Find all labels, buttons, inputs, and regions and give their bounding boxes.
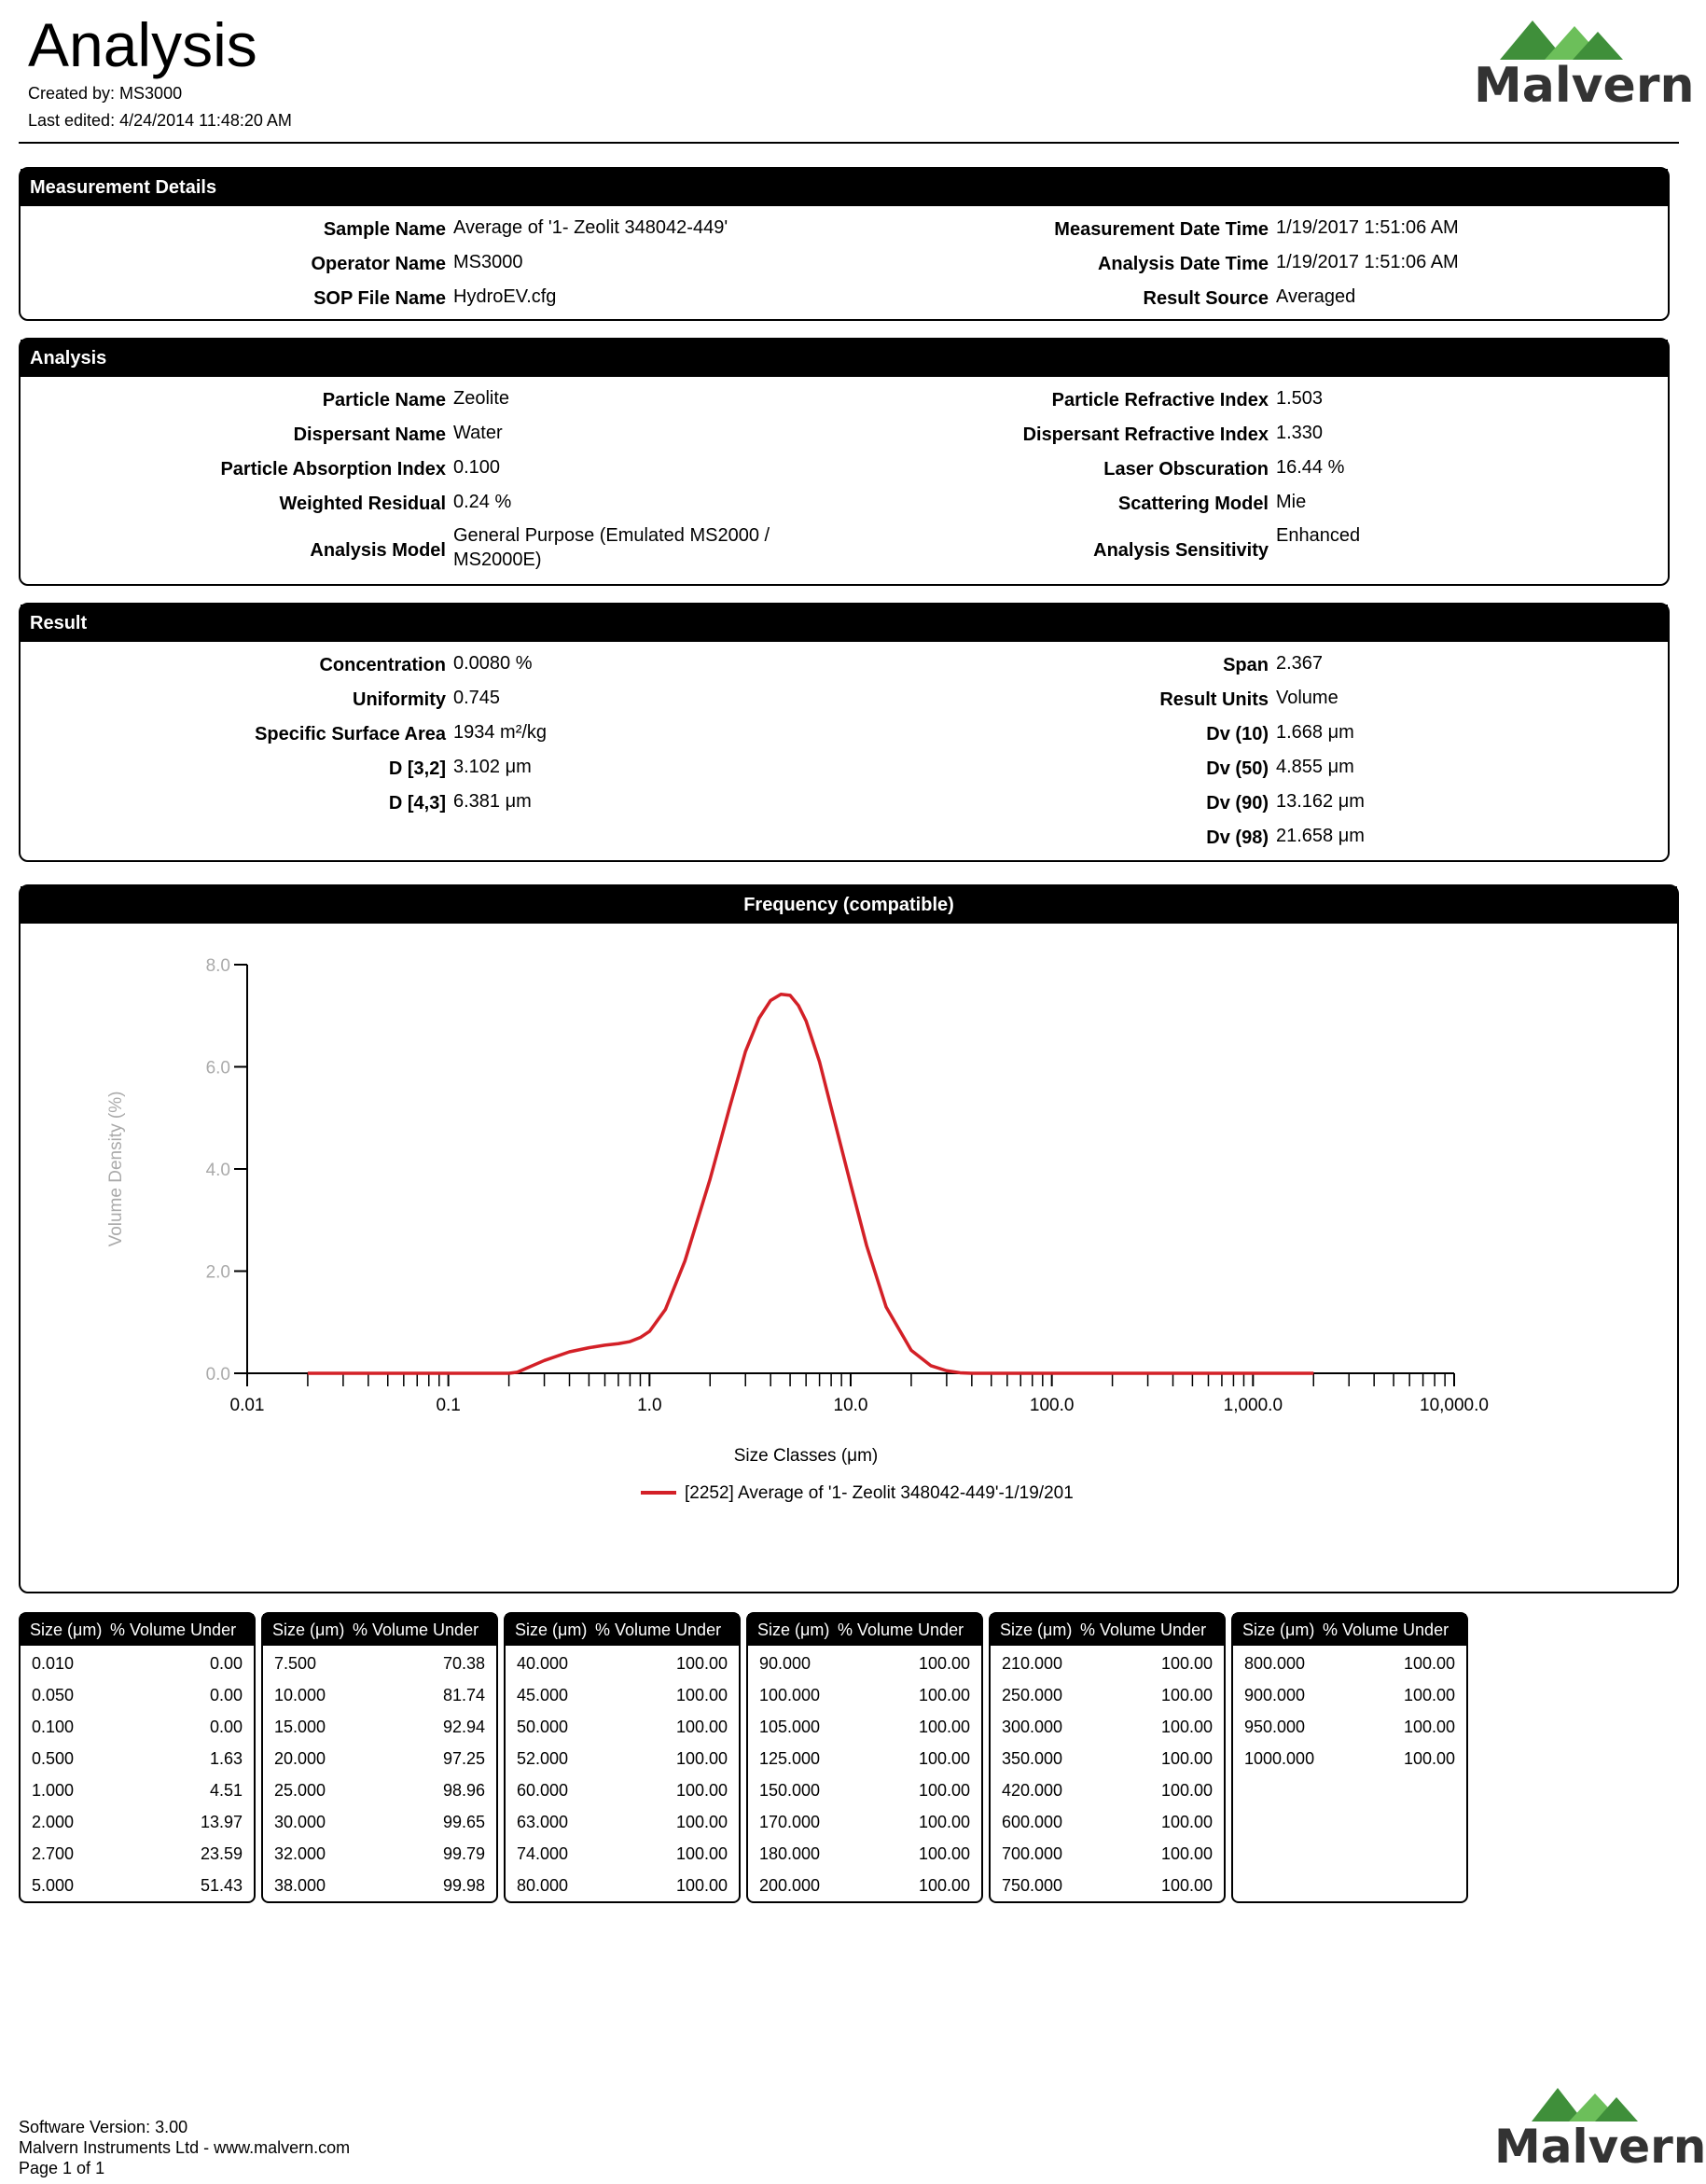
dv98-value: 21.658 μm [1276, 826, 1365, 846]
scattering-model-value: Mie [1276, 492, 1307, 512]
x-tick-label: 10.0 [833, 1396, 868, 1415]
size-cell: 105.000 [759, 1718, 821, 1736]
table-row [991, 1713, 1224, 1741]
table-row [991, 1681, 1224, 1709]
particle-ri-value: 1.503 [1276, 388, 1324, 409]
volume-cell: 100.00 [1403, 1718, 1455, 1736]
size-cell: 900.000 [1244, 1686, 1306, 1704]
table-row [991, 1840, 1224, 1868]
table-header-volume: % Volume Under [353, 1621, 479, 1639]
table-row [506, 1649, 739, 1677]
dispersant-ri-label: Dispersant Refractive Index [1022, 424, 1269, 445]
page-title: Analysis [28, 10, 257, 79]
table-row [748, 1808, 981, 1836]
y-tick-label: 0.0 [205, 1365, 230, 1384]
size-cell: 5.000 [32, 1876, 75, 1895]
volume-cell: 100.00 [918, 1718, 970, 1736]
table-header-size: Size (μm) [272, 1621, 345, 1639]
y-tick-label: 6.0 [205, 1058, 230, 1078]
table-header [263, 1614, 496, 1646]
concentration-value: 0.0080 % [453, 653, 533, 674]
table-row [263, 1871, 496, 1899]
size-cell: 20.000 [274, 1749, 326, 1768]
x-tick-label: 100.0 [1029, 1396, 1075, 1415]
table-row [991, 1776, 1224, 1804]
table-row [1233, 1745, 1466, 1773]
volume-cell: 100.00 [918, 1749, 970, 1768]
uniformity-label: Uniformity [353, 689, 446, 710]
particle-name-label: Particle Name [322, 390, 446, 410]
y-tick-label: 2.0 [205, 1262, 230, 1283]
table-row [1233, 1713, 1466, 1741]
frequency-chart [21, 925, 1677, 1592]
d43-value: 6.381 μm [453, 791, 532, 812]
size-cell: 74.000 [517, 1844, 569, 1863]
volume-cell: 100.00 [918, 1686, 970, 1704]
volume-cell: 100.00 [1403, 1749, 1455, 1768]
sample-name-label: Sample Name [323, 219, 446, 240]
analysis-model-label: Analysis Model [310, 540, 446, 561]
volume-cell: 100.00 [1160, 1718, 1213, 1736]
volume-cell: 100.00 [918, 1813, 970, 1831]
volume-cell: 70.38 [442, 1654, 485, 1673]
laser-obscuration-value: 16.44 % [1276, 457, 1345, 478]
volume-cell: 51.43 [200, 1876, 243, 1895]
dv50-label: Dv (50) [1206, 758, 1269, 779]
measurement-details-title: Measurement Details [21, 169, 1668, 206]
sop-file-value: HydroEV.cfg [453, 286, 557, 307]
volume-cell: 100.00 [675, 1876, 728, 1895]
volume-cell: 100.00 [675, 1718, 728, 1736]
volume-cell: 98.96 [442, 1781, 485, 1800]
volume-cell: 100.00 [1160, 1876, 1213, 1895]
dv50-value: 4.855 μm [1276, 757, 1354, 777]
volume-cell: 81.74 [442, 1686, 485, 1704]
table-row [263, 1649, 496, 1677]
span-label: Span [1223, 655, 1269, 675]
volume-cell: 0.00 [209, 1718, 243, 1736]
volume-cell: 100.00 [675, 1749, 728, 1768]
result-units-value: Volume [1276, 688, 1338, 708]
size-cell: 200.000 [759, 1876, 821, 1895]
table-header-volume: % Volume Under [1080, 1621, 1207, 1639]
weighted-residual-label: Weighted Residual [279, 494, 446, 514]
table-row [1233, 1681, 1466, 1709]
size-cell: 50.000 [517, 1718, 569, 1736]
operator-name-label: Operator Name [311, 254, 446, 274]
table-row [21, 1649, 254, 1677]
size-cell: 350.000 [1002, 1749, 1063, 1768]
dv90-label: Dv (90) [1206, 793, 1269, 814]
d32-value: 3.102 μm [453, 757, 532, 777]
volume-cell: 100.00 [675, 1844, 728, 1863]
footer-malvern-logo [1485, 2086, 1706, 2179]
size-cell: 250.000 [1002, 1686, 1063, 1704]
size-cell: 45.000 [517, 1686, 569, 1704]
table-header [1233, 1614, 1466, 1646]
table-header [748, 1614, 981, 1646]
table-row [506, 1840, 739, 1868]
size-cell: 38.000 [274, 1876, 326, 1895]
x-tick-label: 1.0 [637, 1396, 662, 1415]
y-tick-label: 8.0 [205, 956, 230, 976]
size-cell: 0.100 [32, 1718, 75, 1736]
table-row [263, 1776, 496, 1804]
series-line-1 [308, 995, 1313, 1373]
span-value: 2.367 [1276, 653, 1324, 674]
table-row [748, 1649, 981, 1677]
absorption-index-label: Particle Absorption Index [220, 459, 446, 480]
analysis-model-value-line2: MS2000E) [453, 549, 542, 570]
footer-logo-mountain-icon [1485, 2086, 1671, 2123]
y-axis-label: Volume Density (%) [106, 1091, 126, 1247]
table-row [991, 1745, 1224, 1773]
result-units-label: Result Units [1159, 689, 1269, 710]
volume-table-2 [261, 1612, 498, 1903]
table-row [748, 1871, 981, 1899]
volume-table-5 [989, 1612, 1226, 1903]
volume-cell: 100.00 [918, 1654, 970, 1673]
size-cell: 100.000 [759, 1686, 821, 1704]
size-cell: 150.000 [759, 1781, 821, 1800]
table-header [991, 1614, 1224, 1646]
size-cell: 700.000 [1002, 1844, 1063, 1863]
size-cell: 2.700 [32, 1844, 75, 1863]
size-cell: 0.500 [32, 1749, 75, 1768]
table-row [21, 1713, 254, 1741]
x-tick-label: 0.1 [436, 1396, 461, 1415]
table-header-size: Size (μm) [30, 1621, 103, 1639]
particle-name-value: Zeolite [453, 388, 510, 409]
size-cell: 25.000 [274, 1781, 326, 1800]
ssa-label: Specific Surface Area [255, 724, 446, 744]
concentration-label: Concentration [319, 655, 446, 675]
measurement-datetime-label: Measurement Date Time [1054, 219, 1269, 240]
table-row [991, 1808, 1224, 1836]
table-header-size: Size (μm) [1000, 1621, 1073, 1639]
table-header-volume: % Volume Under [1323, 1621, 1449, 1639]
table-row [506, 1776, 739, 1804]
table-row [21, 1808, 254, 1836]
volume-cell: 100.00 [918, 1781, 970, 1800]
analysis-model-value-line1: General Purpose (Emulated MS2000 / [453, 525, 770, 546]
dispersant-ri-value: 1.330 [1276, 423, 1324, 443]
dv10-label: Dv (10) [1206, 724, 1269, 744]
result-title: Result [21, 605, 1668, 642]
last-edited: Last edited: 4/24/2014 11:48:20 AM [28, 111, 292, 130]
size-cell: 15.000 [274, 1718, 326, 1736]
chart-title: Frequency (compatible) [21, 886, 1677, 924]
table-row [21, 1871, 254, 1899]
particle-ri-label: Particle Refractive Index [1051, 390, 1269, 410]
table-row [506, 1871, 739, 1899]
result-source-label: Result Source [1143, 288, 1269, 309]
measurement-datetime-value: 1/19/2017 1:51:06 AM [1276, 217, 1459, 238]
table-row [748, 1713, 981, 1741]
table-row [506, 1681, 739, 1709]
size-cell: 63.000 [517, 1813, 569, 1831]
size-cell: 0.010 [32, 1654, 75, 1673]
x-tick-label: 1,000.0 [1223, 1396, 1283, 1415]
volume-cell: 0.00 [209, 1686, 243, 1704]
volume-cell: 23.59 [200, 1844, 243, 1863]
size-cell: 7.500 [274, 1654, 317, 1673]
dv90-value: 13.162 μm [1276, 791, 1365, 812]
size-cell: 800.000 [1244, 1654, 1306, 1673]
table-row [263, 1713, 496, 1741]
table-header-volume: % Volume Under [110, 1621, 237, 1639]
volume-cell: 99.98 [442, 1876, 485, 1895]
x-tick-label: 0.01 [229, 1396, 265, 1415]
logo-mountain-icon [1463, 19, 1658, 63]
volume-table-1 [19, 1612, 256, 1903]
volume-cell: 100.00 [1160, 1686, 1213, 1704]
size-cell: 950.000 [1244, 1718, 1306, 1736]
result-source-value: Averaged [1276, 286, 1356, 307]
laser-obscuration-label: Laser Obscuration [1103, 459, 1269, 480]
table-header [21, 1614, 254, 1646]
absorption-index-value: 0.100 [453, 457, 501, 478]
volume-cell: 97.25 [442, 1749, 485, 1768]
volume-table-3 [504, 1612, 741, 1903]
table-row [263, 1745, 496, 1773]
volume-cell: 4.51 [209, 1781, 243, 1800]
volume-cell: 99.79 [442, 1844, 485, 1863]
volume-cell: 1.63 [209, 1749, 243, 1768]
x-axis-label: Size Classes (μm) [733, 1446, 879, 1466]
size-cell: 600.000 [1002, 1813, 1063, 1831]
volume-table-6 [1231, 1612, 1468, 1903]
size-cell: 750.000 [1002, 1876, 1063, 1895]
volume-cell: 100.00 [918, 1876, 970, 1895]
software-version: Software Version: 3.00 [19, 2118, 188, 2136]
volume-cell: 92.94 [442, 1718, 485, 1736]
table-row [506, 1745, 739, 1773]
table-row [263, 1681, 496, 1709]
volume-cell: 100.00 [1160, 1781, 1213, 1800]
analysis-datetime-label: Analysis Date Time [1097, 254, 1269, 274]
frequency-chart-panel [19, 884, 1679, 1593]
volume-cell: 100.00 [675, 1654, 728, 1673]
table-row [21, 1776, 254, 1804]
malvern-logo [1463, 19, 1695, 114]
analysis-sensitivity-label: Analysis Sensitivity [1093, 540, 1269, 561]
size-cell: 40.000 [517, 1654, 569, 1673]
size-cell: 32.000 [274, 1844, 326, 1863]
size-cell: 420.000 [1002, 1781, 1063, 1800]
sop-file-label: SOP File Name [313, 288, 446, 309]
dv98-label: Dv (98) [1206, 828, 1269, 848]
size-cell: 60.000 [517, 1781, 569, 1800]
volume-cell: 100.00 [1160, 1813, 1213, 1831]
size-cell: 2.000 [32, 1813, 75, 1831]
table-row [506, 1808, 739, 1836]
logo-wordmark: Malvern [1474, 58, 1695, 114]
volume-table-4 [746, 1612, 983, 1903]
table-row [263, 1840, 496, 1868]
uniformity-value: 0.745 [453, 688, 501, 708]
dv10-value: 1.668 μm [1276, 722, 1354, 743]
volume-cell: 13.97 [200, 1813, 243, 1831]
table-header [506, 1614, 739, 1646]
d32-label: D [3,2] [388, 758, 446, 779]
table-row [506, 1713, 739, 1741]
table-row [991, 1649, 1224, 1677]
volume-cell: 100.00 [1403, 1686, 1455, 1704]
measurement-details-panel [19, 167, 1670, 321]
legend-label: [2252] Average of '1- Zeolit 348042-449'-1/19/201 [685, 1483, 1074, 1503]
size-cell: 0.050 [32, 1686, 75, 1704]
volume-cell: 0.00 [209, 1654, 243, 1673]
table-header-size: Size (μm) [1242, 1621, 1315, 1639]
operator-name-value: MS3000 [453, 252, 523, 272]
size-cell: 1.000 [32, 1781, 75, 1800]
volume-cell: 100.00 [675, 1686, 728, 1704]
size-cell: 1000.000 [1244, 1749, 1315, 1768]
company-info: Malvern Instruments Ltd - www.malvern.com [19, 2138, 351, 2157]
page-number: Page 1 of 1 [19, 2159, 105, 2177]
x-tick-label: 10,000.0 [1420, 1396, 1489, 1415]
table-row [263, 1808, 496, 1836]
result-panel [19, 603, 1670, 862]
size-cell: 170.000 [759, 1813, 821, 1831]
volume-cell: 100.00 [1160, 1654, 1213, 1673]
table-row [748, 1681, 981, 1709]
y-tick-label: 4.0 [205, 1161, 230, 1180]
size-cell: 52.000 [517, 1749, 569, 1768]
table-row [748, 1745, 981, 1773]
table-row [21, 1681, 254, 1709]
size-cell: 80.000 [517, 1876, 569, 1895]
volume-cell: 100.00 [1160, 1749, 1213, 1768]
dispersant-name-value: Water [453, 423, 503, 443]
table-header-size: Size (μm) [515, 1621, 588, 1639]
table-header-volume: % Volume Under [838, 1621, 964, 1639]
table-header-volume: % Volume Under [595, 1621, 722, 1639]
header-divider [19, 142, 1679, 144]
table-row [991, 1871, 1224, 1899]
analysis-sensitivity-value: Enhanced [1276, 525, 1361, 546]
volume-cell: 99.65 [442, 1813, 485, 1831]
weighted-residual-value: 0.24 % [453, 492, 512, 512]
size-cell: 300.000 [1002, 1718, 1063, 1736]
table-row [21, 1745, 254, 1773]
table-row [748, 1776, 981, 1804]
size-cell: 30.000 [274, 1813, 326, 1831]
size-cell: 210.000 [1002, 1654, 1063, 1673]
volume-cell: 100.00 [675, 1781, 728, 1800]
volume-cell: 100.00 [918, 1844, 970, 1863]
size-cell: 90.000 [759, 1654, 811, 1673]
table-row [1233, 1649, 1466, 1677]
analysis-datetime-value: 1/19/2017 1:51:06 AM [1276, 252, 1459, 272]
created-by: Created by: MS3000 [28, 84, 183, 103]
sample-name-value: Average of '1- Zeolit 348042-449' [453, 217, 728, 238]
analysis-panel [19, 338, 1670, 586]
volume-cell: 100.00 [675, 1813, 728, 1831]
ssa-value: 1934 m²/kg [453, 722, 548, 743]
size-cell: 180.000 [759, 1844, 821, 1863]
d43-label: D [4,3] [388, 793, 446, 814]
analysis-title: Analysis [21, 340, 1668, 377]
table-row [21, 1840, 254, 1868]
scattering-model-label: Scattering Model [1117, 494, 1269, 514]
size-cell: 10.000 [274, 1686, 326, 1704]
table-header-size: Size (μm) [757, 1621, 830, 1639]
volume-cell: 100.00 [1403, 1654, 1455, 1673]
volume-cell: 100.00 [1160, 1844, 1213, 1863]
footer-logo-wordmark: Malvern [1494, 2120, 1706, 2174]
dispersant-name-label: Dispersant Name [293, 424, 446, 445]
table-row [748, 1840, 981, 1868]
size-cell: 125.000 [759, 1749, 821, 1768]
